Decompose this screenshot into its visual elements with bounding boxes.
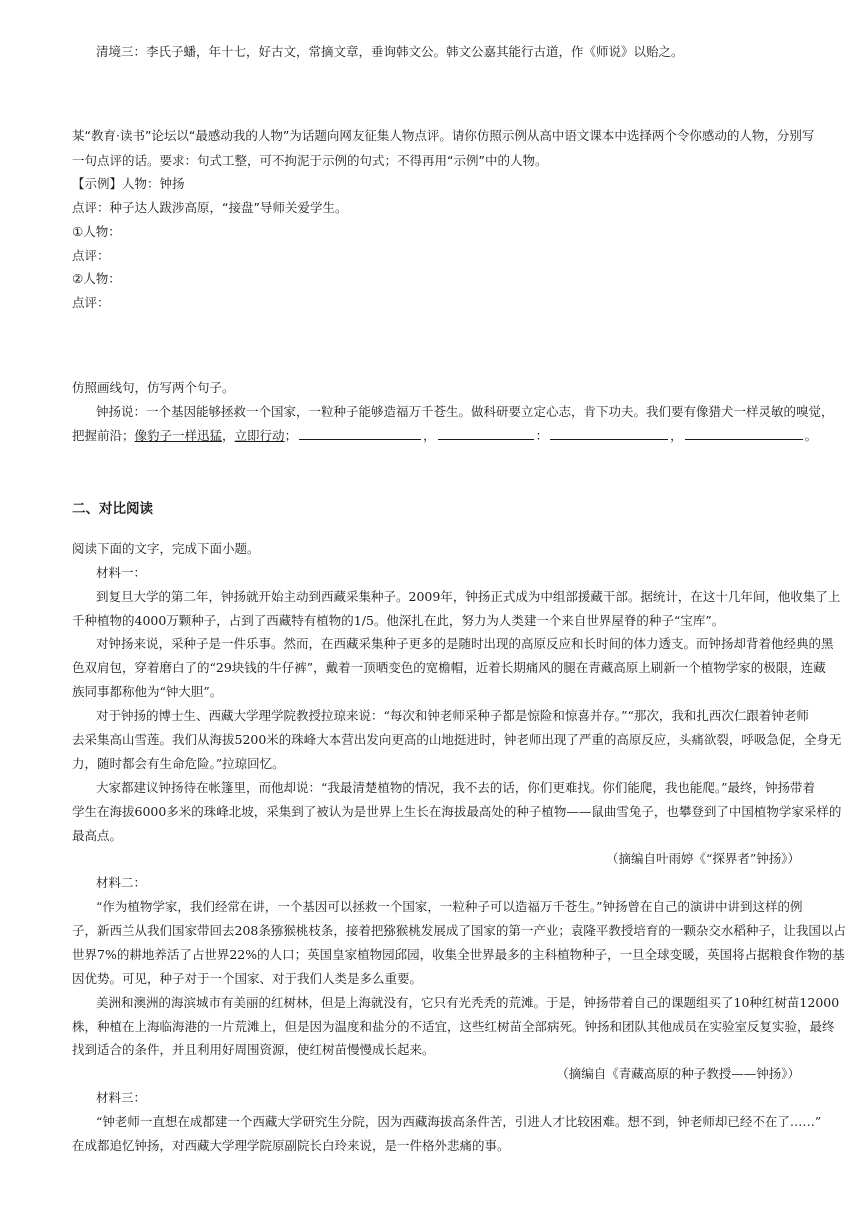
underlined-sentence-1: 像豹子一样迅猛 — [134, 428, 223, 443]
material-1-text: 对于钟扬的博士生、西藏大学理学院教授拉琼来说：“每次和钟老师采种子都是惊险和惊喜并存。”“那次，我和扎西次仁跟着钟老师 — [96, 708, 809, 723]
answer-blank-4[interactable] — [685, 425, 803, 440]
period: 。 — [804, 428, 818, 443]
reading-instruction: 阅读下面的文字，完成下面小题。 — [72, 541, 260, 556]
question-prompt-line-1: 某“教育·读书”论坛以“最感动我的人物”为话题向网友征集人物点评。请你仿照示例从高中语文课本中选择两个令你感动的人物，分别写 — [72, 128, 815, 143]
material-2-text: “作为植物学家，我们经常在讲，一个基因可以拯救一个国家，一粒种子可以造福万千苍生。”钟扬曾在自己的演讲中讲到这样的例 — [96, 899, 803, 914]
material-1-text: 色双肩包，穿着磨白了的“29块钱的牛仔裤”，戴着一顶晒变色的宽檐帽，近着长期痛风的腿在青藏高原上刷新一个植物学家的极限，连藏 — [72, 660, 826, 675]
material-2-text: 世界7%的耕地养活了占世界22%的人口；英国皇家植物园邱园，收集全世界最多的主科植物种子，一旦全球变暖，英国将占据粮食作物的基 — [72, 947, 845, 962]
question-prompt-line-2: 一句点评的话。要求：句式工整，可不拘泥于示例的句式；不得再用“示例”中的人物。 — [72, 153, 548, 168]
material-1-text: 对钟扬来说，采种子是一件乐事。然而，在西藏采集种子更多的是随时出现的高原反应和长时间的体力透支。而钟扬却背着他经典的黑 — [96, 636, 834, 651]
material-1-text: 千种植物的4000万颗种子，占到了西藏特有植物的1/5。他深扎在此，努力为人类建一个来自世界屋脊的种子“宝库”。 — [72, 613, 725, 628]
imitation-line-2 — [72, 424, 818, 448]
material-2-text: 找到适合的条件，并且利用好周围资源，使红树苗慢慢成长起来。 — [72, 1042, 435, 1057]
answer-person-1: ①人物： — [72, 224, 121, 239]
material-1-text: 最高点。 — [72, 828, 123, 843]
material-1-text: 族同事都称他为“钟大胆”。 — [72, 684, 223, 699]
material-3-text: 在成都追忆钟扬，对西藏大学理学院原副院长白玲来说，是一件格外悲痛的事。 — [72, 1138, 510, 1153]
separator: ； — [284, 428, 298, 443]
material-1-text: 力，随时都会有生命危险。”拉琼回忆。 — [72, 756, 285, 771]
example-comment: 点评：种子达人跋涉高原，“接盘”导师关爱学生。 — [72, 200, 348, 215]
material-1-text: 大家都建议钟扬待在帐篷里，而他却说：“我最清楚植物的情况，我不去的话，你们更难找。你们能爬，我也能爬。”最终，钟扬带着 — [96, 780, 816, 795]
material-3-text: “钟老师一直想在成都建一个西藏大学研究生分院，因为西藏海拔高条件苦，引进人才比较困难。想不到，钟老师却已经不在了……” — [96, 1114, 822, 1129]
answer-blank-2[interactable] — [438, 425, 534, 440]
answer-blank-1[interactable] — [299, 425, 421, 440]
material-2-label: 材料二： — [96, 875, 147, 890]
answer-comment-2: 点评： — [72, 295, 110, 310]
material-3-label: 材料三： — [96, 1090, 147, 1105]
imitation-question-title: 仿照画线句，仿写两个句子。 — [72, 380, 235, 395]
imitation-prefix: 把握前沿； — [72, 428, 135, 443]
section-heading: 二、对比阅读 — [72, 501, 153, 517]
material-2-text: 美洲和澳洲的海滨城市有美丽的红树林，但是上海就没有，它只有光秃秃的荒滩。于是，钟扬带着自己的课题组买了10种红树苗12000 — [96, 995, 840, 1010]
imitation-line-1: 钟扬说：一个基因能够拯救一个国家，一粒种子能够造福万千苍生。做科研要立定心志，肯下功夫。我们要有像猎犬一样灵敏的嗅觉， — [96, 404, 834, 419]
comma: ， — [222, 428, 235, 443]
underlined-sentence-2: 立即行动 — [234, 428, 285, 443]
material-2-text: 因优势。可见，种子对于一个国家、对于我们人类是多么重要。 — [72, 971, 423, 986]
answer-blank-3[interactable] — [550, 425, 668, 440]
separator: ， — [670, 428, 683, 443]
material-2-text: 株，种植在上海临海港的一片荒滩上，但是因为温度和盐分的不适宜，这些红树苗全部病死。钟扬和团队其他成员在实验室反复实验，最终 — [72, 1019, 835, 1034]
material-1-label: 材料一： — [96, 565, 147, 580]
material-1-text: 到复旦大学的第二年，钟扬就开始主动到西藏采集种子。2009年，钟扬正式成为中组部援藏干部。据统计，在这十几年间，他收集了上 — [96, 589, 841, 604]
situation-3-text: 清境三：李氏子蟠，年十七，好古文，常摘文章，垂询韩文公。韩文公嘉其能行古道，作《师说》以贻之。 — [96, 44, 684, 59]
material-1-text: 学生在海拔6000多米的珠峰北坡，采集到了被认为是世界上生长在海拔最高处的种子植物——鼠曲雪兔子，也攀登到了中国植物学家采样的 — [72, 804, 842, 819]
material-2-text: 子，新西兰从我们国家带回去208条猕猴桃枝条，接着把猕猴桃发展成了国家的第一产业；袁隆平教授培育的一颗杂交水稻种子，让我国以占 — [72, 923, 846, 938]
example-label: 【示例】人物：钟扬 — [72, 176, 185, 191]
material-1-text: 去采集高山雪莲。我们从海拔5200米的珠峰大本营出发向更高的山地挺进时，钟老师出现了严重的高原反应，头痛欲裂，呼吸急促，全身无 — [72, 732, 842, 747]
answer-comment-1: 点评： — [72, 248, 110, 263]
answer-person-2: ②人物： — [72, 271, 121, 286]
material-2-source: （摘编自《青藏高原的种子教授——钟扬》） — [556, 1066, 800, 1081]
material-1-source: （摘编自叶雨婷《“探界者”钟扬》） — [605, 851, 800, 866]
separator: ， — [423, 428, 436, 443]
separator: ： — [535, 428, 549, 443]
